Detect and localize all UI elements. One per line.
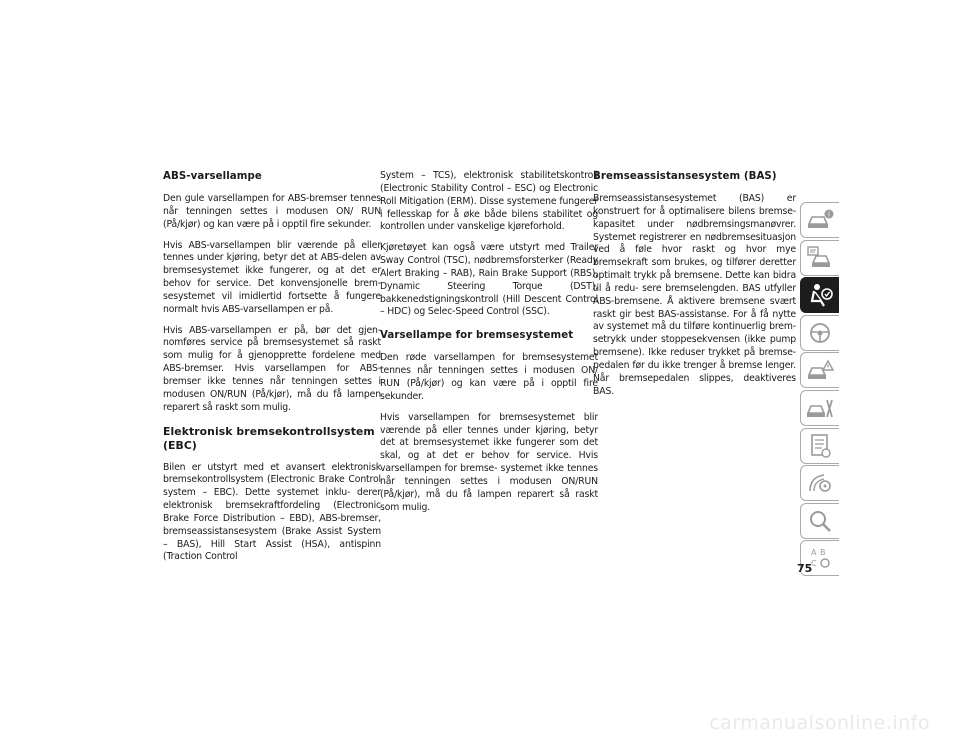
paragraph: Bremseassistansesystemet (BAS) er konstruert for å optimalisere bilens bremse- kapasitet under nødbremsingsmanøvrer. Systemet registrerer en nødbremsesituasjon ved å føle hvor raskt og hvor mye bremsekraft som brukes, og tilfører deretter optimalt trykk på bremsene. Dette kan bidra til å redu- sere bremselengden. BAS utfyller ABS-bremsene. Å aktivere bremsene svært raskt gir best BAS-assistanse. For å få nytte av systemet må du tilføre kontinuerlig brem- setrykk under stoppesekvensen (ikke pump bremsene). Ikke reduser trykket på bremse- pedalen før du ikke trenger å bremse lenger. Når bremsepedalen slippes, deaktiveres BAS.	[593, 193, 796, 397]
paragraph: Hvis varsellampen for bremsesystemet blir værende på eller tennes under kjøring, betyr det at bremsesystemet ikke fungerer som det skal, og at det er behov for service. Hvis varsellampen for bremse- systemet ikke tennes når tenningen settes i modusen ON/RUN (På/kjør), må du få lampen reparert så raskt som mulig.	[380, 411, 598, 513]
tab-driving[interactable]	[800, 315, 839, 351]
column-left	[163, 170, 381, 572]
chapter-tab-strip	[800, 202, 840, 578]
search-icon	[805, 507, 835, 535]
svg-text:A: A	[811, 548, 817, 558]
car-warning-icon	[805, 244, 835, 272]
car-info-icon	[805, 206, 835, 234]
paragraph: Bilen er utstyrt med et avansert elektronisk bremsekontrollsystem (Electronic Brake Control system – EBC). Dette systemet inklu- derer elektronisk bremsekraftfordeling (Electronic Brake Force Distribution – EBD), ABS-bremser, bremseassistansesystem (Brake Assist System – BAS), Hill Start Assist (HSA), antispinn (Traction Control	[163, 461, 381, 563]
paragraph: Den røde varsellampen for bremsesystemet tennes når tenningen settes i modusen ON/ RUN (På/kjør) og kan være på i opptil fire sekunder.	[380, 352, 598, 402]
car-service-icon	[805, 394, 835, 422]
multimedia-icon	[805, 469, 835, 497]
heading-abs-warning-light: ABS-varsellampe	[163, 171, 262, 182]
column-middle	[380, 170, 598, 522]
paragraph: System – TCS), elektronisk stabilitetskontroll (Electronic Stability Control – ESC) og Electronic Roll Mitigation (ERM). Disse systemene fungerer i fellesskap for å øke både bilens stabilitet og kontrollen under vanskelige kjøreforhold.	[380, 170, 598, 233]
page-number: 75	[797, 562, 813, 575]
tab-car-info[interactable]	[800, 202, 839, 238]
tab-emergency[interactable]	[800, 352, 839, 388]
tab-service[interactable]	[800, 390, 839, 426]
steering-wheel-icon	[805, 319, 835, 347]
heading-brake-warning-light: Varsellampe for bremsesystemet	[380, 330, 574, 342]
svg-text:B: B	[820, 548, 826, 558]
tab-specifications[interactable]	[800, 428, 839, 464]
tab-index[interactable]	[800, 503, 839, 539]
car-emergency-icon	[805, 356, 835, 384]
column-right	[593, 170, 796, 407]
watermark: carmanualsonline.info	[709, 712, 930, 734]
heading-ebc: Elektronisk bremsekontrollsystem (EBC)	[163, 424, 375, 452]
paragraph: Hvis ABS-varsellampen blir værende på eller tennes under kjøring, betyr det at ABS-delen av bremsesystemet ikke fungerer, og at det er behov for service. Det konvensjonelle brem- sesystemet vil imidlertid fortsette å fungere normalt hvis ABS-varsellampen er på.	[163, 239, 381, 315]
tab-safety[interactable]	[800, 277, 839, 313]
specifications-icon	[805, 432, 835, 460]
tab-car-warning[interactable]	[800, 240, 839, 276]
svg-text:C: C	[811, 559, 817, 569]
heading-brake-assist: Bremseassistansesystem (BAS)	[593, 171, 777, 182]
svg-text:i: i	[828, 210, 830, 219]
paragraph: Den gule varsellampen for ABS-bremser tennes når tenningen settes i modusen ON/ RUN (På/kjør) og kan være på i opptil fire sekunder.	[163, 193, 381, 230]
tab-multimedia[interactable]	[800, 465, 839, 501]
paragraph: Kjøretøyet kan også være utstyrt med Trailer Sway Control (TSC), nødbremsforsterker (Ready Alert Braking – RAB), Rain Brake Support (RBS), Dynamic Steering Torque (DST), bakkenedstigningskontroll (Hill Descent Control – HDC) og Selec-Speed Control (SSC).	[380, 242, 598, 318]
seat-safety-icon	[805, 281, 835, 309]
paragraph: Hvis ABS-varsellampen er på, bør det gjen- nomføres service på bremsesystemet så raskt som mulig for å gjenopprette fordelene med ABS-bremser. Hvis varsellampen for ABS-bremser ikke tennes når tenningen settes i modusen ON/RUN (På/kjør), må du få lampen reparert så raskt som mulig.	[163, 324, 381, 413]
